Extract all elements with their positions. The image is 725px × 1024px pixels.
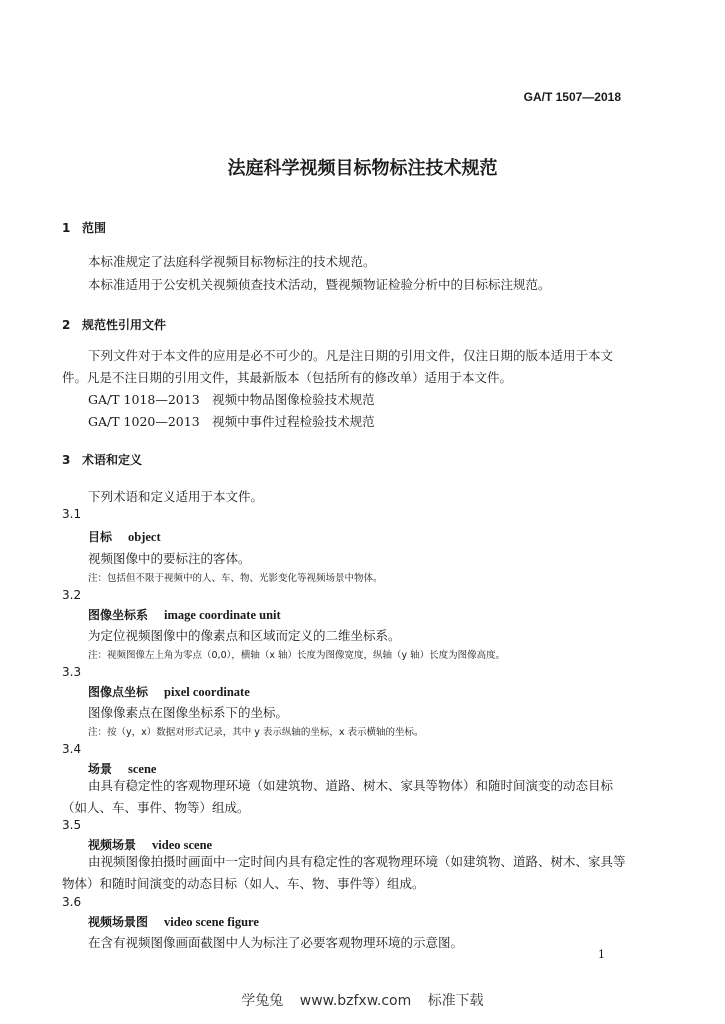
term-zh: 场景 xyxy=(88,762,113,776)
term-zh: 视频场景 xyxy=(88,838,137,852)
section-number: 1 xyxy=(62,221,71,235)
paragraph: 下列术语和定义适用于本文件。 xyxy=(88,489,264,504)
paragraph: 下列文件对于本文件的应用是必不可少的。凡是注日期的引用文件，仅注日期的版本适用于本文件。凡是不注日期的引用文件，其最新版本（包括所有的修改单）适用于本文件。 xyxy=(62,348,614,385)
term-note: 注：包括但不限于视频中的人、车、物、光影变化等视频场景中物体。 xyxy=(88,573,383,584)
term-note: 注：按（y，x）数据对形式记录，其中 y 表示纵轴的坐标，x 表示横轴的坐标。 xyxy=(88,727,424,738)
term-heading xyxy=(88,683,250,700)
reference-item: GA/T 1020—2013 视频中事件过程检验技术规范 xyxy=(88,414,375,429)
clause-number: 3.3 xyxy=(62,665,82,679)
term-en: pixel coordinate xyxy=(164,685,250,699)
clause-number: 3.6 xyxy=(62,895,82,909)
clause-number: 3.5 xyxy=(62,818,82,832)
standard-code: GA/T 1507—2018 xyxy=(523,90,621,104)
term-en: object xyxy=(128,530,161,544)
paragraph: 本标准规定了法庭科学视频目标物标注的技术规范。 xyxy=(88,254,376,269)
clause-number: 3.1 xyxy=(62,507,82,521)
section-1-heading xyxy=(62,219,106,236)
reference-item: GA/T 1018—2013 视频中物品图像检验技术规范 xyxy=(88,392,375,407)
section-title: 术语和定义 xyxy=(82,453,143,467)
term-en: video scene xyxy=(152,838,213,852)
section-number: 3 xyxy=(62,453,71,467)
term-en: video scene figure xyxy=(164,915,259,929)
footer-site-name: 学兔兔 xyxy=(241,993,284,1009)
paragraph: 本标准适用于公安机关视频侦查技术活动，暨视频物证检验分析中的目标标注规范。 xyxy=(88,277,551,292)
term-definition: 视频图像中的要标注的客体。 xyxy=(88,551,251,566)
section-number: 2 xyxy=(62,318,71,332)
term-definition: 在含有视频图像画面截图中人为标注了必要客观物理环境的示意图。 xyxy=(88,935,464,950)
footer-watermark xyxy=(0,990,725,1010)
term-zh: 视频场景图 xyxy=(88,915,149,929)
footer-label: 标准下载 xyxy=(427,993,484,1009)
term-zh: 图像点坐标 xyxy=(88,685,149,699)
term-heading xyxy=(88,913,259,930)
term-en: image coordinate unit xyxy=(164,608,281,622)
clause-number: 3.2 xyxy=(62,588,82,602)
section-2-heading xyxy=(62,316,166,333)
term-heading xyxy=(88,528,161,545)
section-title: 规范性引用文件 xyxy=(82,318,167,332)
footer-url[interactable]: www.bzfxw.com xyxy=(299,993,412,1009)
term-heading xyxy=(88,606,281,623)
term-en: scene xyxy=(128,762,157,776)
term-definition: 为定位视频图像中的像素点和区域而定义的二维坐标系。 xyxy=(88,628,401,643)
term-definition: 由视频图像拍摄时画面中一定时间内具有稳定性的客观物理环境（如建筑物、道路、树木、家具等物体）和随时间演变的动态目标（如人、车、物、事件等）组成。 xyxy=(62,854,626,891)
section-3-heading xyxy=(62,451,142,468)
term-note: 注：视频图像左上角为零点（0,0），横轴（x 轴）长度为图像宽度，纵轴（y 轴）长度为图像高度。 xyxy=(88,650,506,661)
term-definition: 图像像素点在图像坐标系下的坐标。 xyxy=(88,705,289,720)
term-definition: 由具有稳定性的客观物理环境（如建筑物、道路、树木、家具等物体）和随时间演变的动态目标（如人、车、事件、物等）组成。 xyxy=(62,778,614,815)
clause-number: 3.4 xyxy=(62,742,82,756)
document-title: 法庭科学视频目标物标注技术规范 xyxy=(227,158,498,179)
term-zh: 图像坐标系 xyxy=(88,608,149,622)
section-title: 范围 xyxy=(82,221,107,235)
term-zh: 目标 xyxy=(88,530,113,544)
page-number: 1 xyxy=(598,948,605,961)
